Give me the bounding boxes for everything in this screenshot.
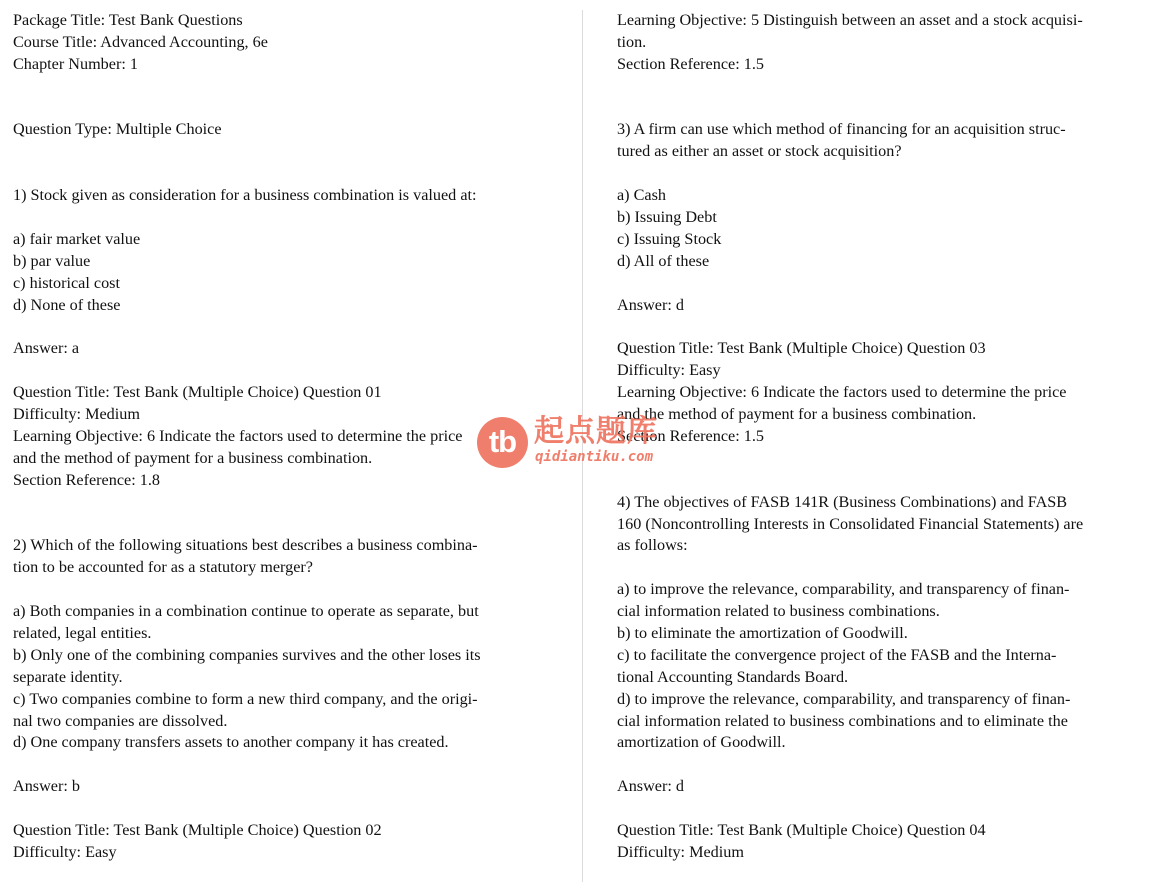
answer-option: separate identity. <box>13 667 123 686</box>
answer-option: d) All of these <box>617 251 710 270</box>
answer-key: Answer: b <box>13 777 80 796</box>
question-title: Question Title: Test Bank (Multiple Choice) Question 01 <box>13 383 382 402</box>
learning-objective: and the method of payment for a business combination. <box>13 448 373 467</box>
question-1 <box>13 185 548 491</box>
question-stem: tured as either an asset or stock acquisition? <box>617 142 902 161</box>
left-column <box>13 10 548 864</box>
learning-objective: Learning Objective: 6 Indicate the factors used to determine the price <box>617 383 1067 402</box>
answer-option: b) Issuing Debt <box>617 208 717 227</box>
answer-option: c) to facilitate the convergence project of the FASB and the Interna- <box>617 645 1057 664</box>
question-stem: 3) A firm can use which method of financing for an acquisition struc- <box>617 120 1066 139</box>
question-type: Question Type: Multiple Choice <box>13 120 222 139</box>
answer-option: c) historical cost <box>13 273 120 292</box>
question-title: Question Title: Test Bank (Multiple Choice) Question 02 <box>13 821 382 839</box>
answer-option: c) Issuing Stock <box>617 229 722 248</box>
answer-option: d) None of these <box>13 295 121 314</box>
question-stem: 160 (Noncontrolling Interests in Consolidated Financial Statements) are <box>617 514 1084 533</box>
course-title: Course Title: Advanced Accounting, 6e <box>13 32 268 51</box>
right-column <box>617 10 1147 864</box>
watermark-url: qidiantiku.com <box>535 449 654 465</box>
answer-key: Answer: a <box>13 339 80 358</box>
question-stem: 4) The objectives of FASB 141R (Business Combinations) and FASB <box>617 492 1068 511</box>
question-stem: 1) Stock given as consideration for a business combination is valued at: <box>13 186 477 205</box>
answer-option: c) Two companies combine to form a new third company, and the origi- <box>13 689 478 708</box>
question-title: Question Title: Test Bank (Multiple Choice) Question 04 <box>617 820 986 839</box>
question-stem: as follows: <box>617 536 688 555</box>
answer-option: a) to improve the relevance, comparability, and transparency of finan- <box>617 580 1070 599</box>
column-divider <box>582 10 583 882</box>
question-title: Question Title: Test Bank (Multiple Choice) Question 03 <box>617 339 986 358</box>
difficulty: Difficulty: Medium <box>617 842 744 861</box>
question-stem: tion to be accounted for as a statutory merger? <box>13 558 313 577</box>
answer-option: d) to improve the relevance, comparability, and transparency of finan- <box>617 689 1071 708</box>
answer-option: b) to eliminate the amortization of Goodwill. <box>617 623 908 642</box>
answer-key: Answer: d <box>617 777 684 796</box>
answer-option: d) One company transfers assets to another company it has created. <box>13 733 449 752</box>
question-3 <box>617 119 1147 447</box>
learning-objective: tion. <box>617 32 647 51</box>
section-reference: Section Reference: 1.5 <box>617 426 764 445</box>
answer-option: nal two companies are dissolved. <box>13 711 228 730</box>
question-4 <box>617 492 1147 864</box>
difficulty: Difficulty: Easy <box>13 842 117 861</box>
difficulty: Difficulty: Medium <box>13 405 140 424</box>
answer-option: a) fair market value <box>13 229 141 248</box>
answer-option: related, legal entities. <box>13 623 152 642</box>
answer-option: b) Only one of the combining companies survives and the other loses its <box>13 645 481 664</box>
learning-objective: and the method of payment for a business combination. <box>617 405 977 424</box>
answer-option: cial information related to business combinations and to eliminate the <box>617 711 1068 730</box>
tb-logo-icon: tb <box>477 417 528 468</box>
answer-option: amortization of Goodwill. <box>617 733 786 752</box>
answer-option: b) par value <box>13 251 91 270</box>
answer-key: Answer: d <box>617 295 684 314</box>
answer-option: a) Both companies in a combination continue to operate as separate, but <box>13 602 479 621</box>
question-stem: 2) Which of the following situations best describes a business combina- <box>13 536 478 555</box>
learning-objective: Learning Objective: 5 Distinguish between an asset and a stock acquisi- <box>617 11 1083 29</box>
answer-option: a) Cash <box>617 186 666 205</box>
section-reference: Section Reference: 1.8 <box>13 470 160 489</box>
answer-option: tional Accounting Standards Board. <box>617 667 849 686</box>
answer-option: cial information related to business combinations. <box>617 602 940 621</box>
difficulty: Difficulty: Easy <box>617 361 721 380</box>
chapter-number: Chapter Number: 1 <box>13 54 138 73</box>
question-2 <box>13 535 548 863</box>
watermark-brand-name: 起点题库 <box>534 414 658 449</box>
learning-objective: Learning Objective: 6 Indicate the factors used to determine the price <box>13 426 463 445</box>
package-title: Package Title: Test Bank Questions <box>13 11 243 29</box>
section-reference: Section Reference: 1.5 <box>617 54 764 73</box>
